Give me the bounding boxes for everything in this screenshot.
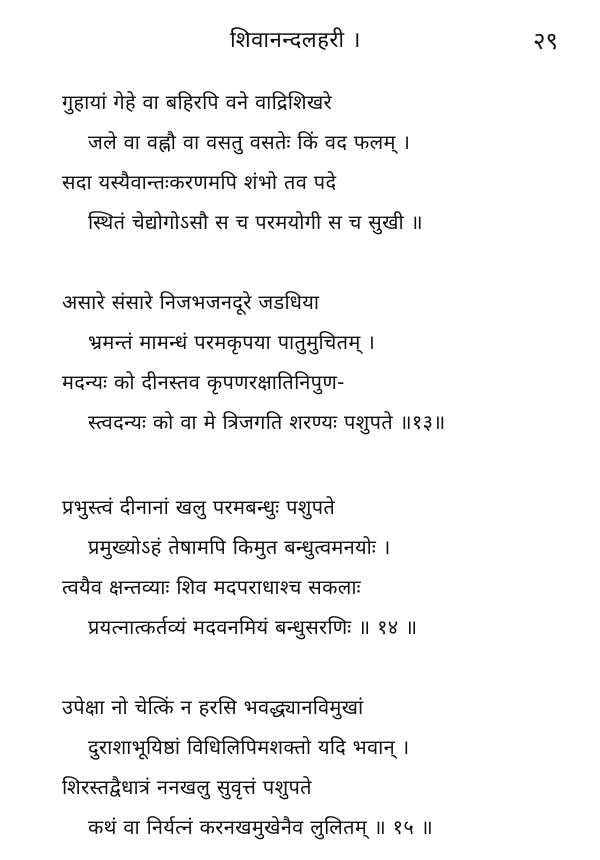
- verse-line: दुराशाभूयिष्ठां विधिलिपिमशक्तो यदि भवान् ।: [88, 735, 410, 759]
- verse-line: जले वा वह्नौ वा वसतु वसतेः किं वद फलम् ।: [88, 130, 411, 154]
- verse-line: कथं वा निर्यत्नं करनखमुखेनैव लुलितम् ॥ १५ ॥: [88, 815, 434, 839]
- verse-line: त्वयैव क्षन्तव्याः शिव मदपराधाश्च सकलाः: [62, 575, 361, 599]
- verse-line: स्त्वदन्यः को वा मे त्रिजगति शरण्यः पशुपते ॥१३॥: [88, 410, 446, 434]
- verse-line: प्रभुस्त्वं दीनानां खलु परमबन्धुः पशुपते: [62, 495, 336, 519]
- verse-line: असारे संसारे निजभजनदूरे जडधिया: [62, 290, 320, 314]
- verse-line: प्रमुख्योऽहं तेषामपि किमुत बन्धुत्वमनयोः ।: [88, 535, 391, 559]
- verse-line: उपेक्षा नो चेत्किं न हरसि भवद्ध्यानविमुखां: [62, 695, 364, 719]
- verse-line: मदन्यः को दीनस्तव कृपणरक्षातिनिपुण-: [62, 370, 345, 394]
- verse-line: शिरस्तद्वैधात्रं ननखलु सुवृत्तं पशुपते: [62, 775, 312, 799]
- page-number: २९: [533, 27, 558, 55]
- verse-line: गुहायां गेहे वा बहिरपि वने वाद्रिशिखरे: [62, 90, 332, 114]
- page-header: [0, 26, 600, 60]
- running-title: शिवानन्दलहरी ।: [230, 28, 361, 53]
- verse-line: भ्रमन्तं मामन्धं परमकृपया पातुमुचितम् ।: [88, 330, 376, 354]
- verse-line: प्रयत्नात्कर्तव्यं मदवनमियं बन्धुसरणिः ॥ १४ ॥: [88, 615, 418, 639]
- verse-line: सदा यस्यैवान्तःकरणमपि शंभो तव पदे: [62, 170, 337, 194]
- verse-line: स्थितं चेद्योगोऽसौ स च परमयोगी स च सुखी ॥: [88, 210, 423, 234]
